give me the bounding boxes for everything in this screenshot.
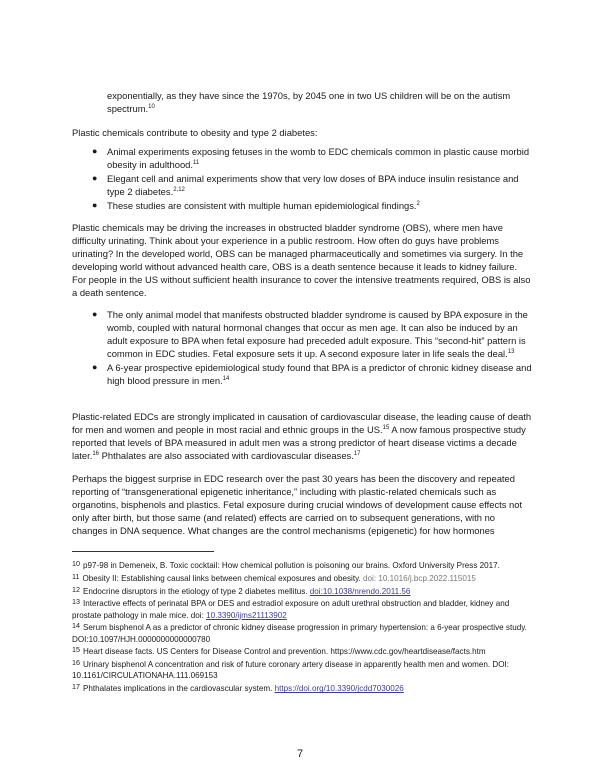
obs-paragraph: [72, 221, 532, 299]
continued-paragraph: [107, 89, 532, 115]
list-item: ● These studies are consistent with multiple human epidemiological findings.$^2$: [92, 200, 420, 211]
cardiovascular-paragraph: Plastic-related EDCs are strongly implicated in causation of cardiovascular disease, the leading cause of death for men and women and people in most racial and ethnic groups in the US.$^{15}$ A now famous prospective study reported that levels of BPA measured in adult men was a strong predictor of heart disease victims a decade later.$^{16}$ Phthalates are also associated with cardiovascular diseases.$^{17}$: [72, 411, 532, 461]
footnote: 15 Heart disease facts. US Centers for Disease Control and prevention. https://www.cdc.gov/heartdisease/facts.htm: [72, 645, 486, 657]
bullet-icon: ●: [92, 173, 98, 183]
list-item: ● Animal experiments exposing fetuses in the womb to EDC chemicals common in plastic cause morbid obesity in adulthood.$^{11}$: [92, 146, 530, 170]
footnote-ref: 15: [382, 424, 390, 431]
doi-text: doi: 10.1016/j.bcp.2022.115015: [363, 573, 476, 583]
footnote: 10 p97-98 in Demeneix, B. Toxic cocktail: How chemical pollution is poisoning our brains. Oxford University Press 2017.: [72, 559, 500, 570]
list-item: ● A 6-year prospective epidemiological study found that BPA is a predictor of chronic kidney disease and high blood pressure in men.$^{14}$: [92, 362, 532, 386]
footnote-ref: 11: [193, 159, 200, 166]
doi-link[interactable]: 10.3390/ijms21113902: [206, 610, 287, 620]
footnote: 11 Obesity II: Establishing causal links between chemical exposures and obesity. doi: 10.1016/j.bcp.2022.115015: [72, 571, 476, 583]
footnote-ref: 2,12: [173, 186, 185, 193]
footnote-ref: 10: [148, 103, 155, 110]
list-item: ● Elegant cell and animal experiments show that very low doses of BPA induce insulin resistance and type 2 diabetes.$^{2,12}$: [92, 173, 519, 197]
bullet-icon: ●: [92, 309, 98, 319]
bullet-icon: ●: [92, 146, 98, 156]
doi-link[interactable]: https://doi.org/10.3390/jcdd7030026: [274, 684, 404, 694]
footnote: 14 Serum bisphenol A as a predictor of chronic kidney disease progression in primary hypertension: a 6-year prospective study. DOI:10.1097/HJH.0000000000000780: [72, 621, 527, 644]
paragraph-text: exponentially, as they have since the 1970s, by 2045 one in two US children will be on the autism spectrum.: [107, 90, 511, 114]
footnote-ref: 14: [222, 375, 230, 382]
page-number: 7: [296, 748, 304, 760]
footnote: 17 Phthalates implications in the cardiovascular system. https://doi.org/10.3390/jcdd7030026: [72, 682, 404, 694]
obs-bullet-list: [92, 308, 532, 388]
footnote-ref: 17: [353, 450, 361, 457]
obesity-bullet-list: [92, 145, 532, 213]
footnote: 13 Interactive effects of perinatal BPA or DES and estradiol exposure on adult urethral obstruction and bladder, kidney and prostate pathology in male mice. doi: 10.3390/ijms21113902: [72, 597, 510, 620]
footnote: 16 Urinary bisphenol A concentration and risk of future coronary artery disease in apparently health men and women. DOI: 10.1161/CIRCULATIONAHA.111.069153: [72, 658, 510, 681]
bullet-icon: ●: [92, 362, 98, 372]
list-item: ● The only animal model that manifests obstructed bladder syndrome is caused by BPA exposure in the womb, coupled with natural hormonal changes that occur as men age. It can also be induced by an adult exposure to BPA when fetal exposure had preceded adult exposure. This “second-hit” pattern is common in EDC studies. Fetal exposure sets it up. A second exposure later in life seals the deal.$^{13}$: [92, 309, 528, 359]
footnote-ref: 2: [416, 200, 420, 207]
paragraph-text: Plastic chemicals may be driving the increases in obstructed bladder syndrome (OBS), where men have difficulty urinating. Think about your experience in a public restroom. How often do guys have problems urinating? In the developed world, OBS can be managed pharmaceutically and sometimes via surgery. In the developing world without advanced health care, OBS is a death sentence because it leads to kidney failure. For people in the US without sufficient health insurance to cover the intensive treatments required, OBS is also a death sentence.: [72, 222, 531, 298]
footnote-ref: 16: [92, 450, 100, 457]
doi-link[interactable]: doi:10.1038/nrendo.2011.56: [309, 586, 411, 596]
footnote: 12 Endocrine disruptors in the etiology of type 2 diabetes mellitus. doi:10.1038/nrendo.2011.56: [72, 584, 411, 596]
paragraph-text: Perhaps the biggest surprise in EDC research over the past 30 years has been the discovery and repeated reporting of “transgenerational epigenetic inheritance,” including with plastic-related chemicals such as organotins, bisphenols and plastics. Fetal exposure during crucial windows of development cause effects not only after birth, but those same (and related) effects are carried on to subsequent generations, with no changes in DNA sequence. What changes are the control mechanisms (epigenetic) for how hormones: [72, 473, 523, 536]
obesity-intro-paragraph: [72, 126, 532, 139]
epigenetic-paragraph: [72, 472, 532, 537]
paragraph-text: Plastic chemicals contribute to obesity and type 2 diabetes:: [72, 127, 318, 138]
footnote-ref: 13: [507, 348, 515, 355]
footnote-divider: [72, 551, 214, 552]
bullet-icon: ●: [92, 200, 98, 210]
footnotes: [72, 560, 532, 696]
